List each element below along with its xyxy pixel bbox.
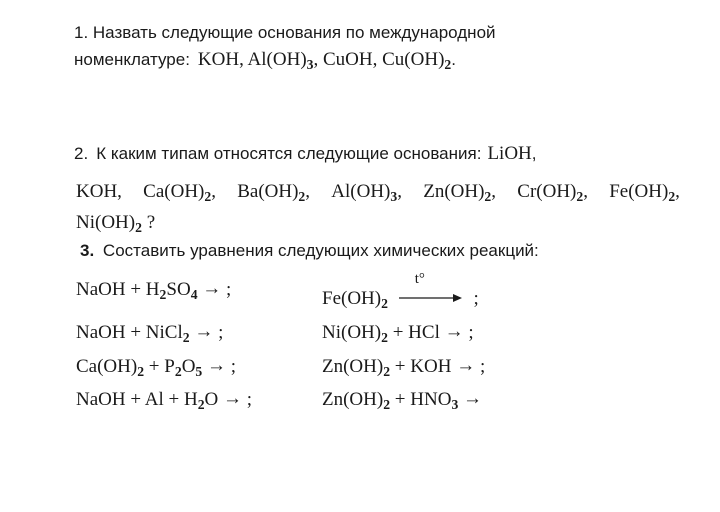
reaction-end: ; (221, 278, 232, 300)
reaction-naoh-h2so4 (76, 278, 232, 302)
base-formula (331, 181, 402, 204)
reaction-end: ; (475, 355, 486, 377)
question-3-heading (80, 242, 539, 259)
formula-subscript: 2 (298, 188, 306, 204)
reaction-part: Zn(OH) (322, 355, 384, 377)
reaction-part: Ca(OH) (76, 355, 138, 377)
reaction-part: Ni(OH) (322, 321, 382, 343)
question-1-line-1 (74, 24, 496, 41)
reaction-part: O (181, 355, 196, 377)
reaction-arrow-icon: → (444, 321, 464, 342)
formula-subscript: 2 (668, 188, 676, 204)
question-3-number: 3. (80, 241, 95, 260)
base-formula (76, 182, 122, 201)
question-2-number: 2. (74, 144, 89, 163)
reaction-arrow-icon: → (202, 278, 222, 299)
reaction-end: ; (463, 321, 474, 343)
base-separator: , (583, 181, 588, 202)
long-arrow-icon (399, 292, 463, 304)
base-formula-text: Ca(OH) (143, 181, 205, 202)
formula-subscript: 2 (159, 286, 167, 302)
reaction-arrow-icon: → (463, 388, 483, 409)
formula-subscript: 2 (576, 188, 584, 204)
base-formula-text: Zn(OH) (423, 181, 485, 202)
reaction-arrow-icon: → (207, 355, 227, 376)
reaction-naoh-nicl2 (76, 321, 224, 345)
question-1-end: . (451, 50, 456, 69)
base-formula (609, 181, 680, 204)
question-1-text: 1. Назвать следующие основания по международной (74, 23, 496, 42)
reaction-part: NaOH + NiCl (76, 321, 183, 343)
reaction-end: ; (213, 321, 224, 343)
base-separator: , (397, 181, 402, 202)
formula-subscript: 2 (383, 396, 391, 412)
reaction-part: Zn(OH) (322, 388, 384, 410)
reaction-end: ; (226, 355, 237, 377)
base-separator: , (675, 181, 680, 202)
formula-subscript: 2 (381, 329, 388, 345)
formula-subscript: 3 (451, 396, 459, 412)
reaction-part: NaOH + H (76, 278, 160, 300)
base-formula-text: Cr(OH) (517, 181, 577, 202)
question-3-text: Составить уравнения следующих химических реакций: (102, 241, 539, 260)
reaction-znoh2-hno3 (322, 388, 483, 412)
reaction-part: Fe(OH) (322, 288, 382, 309)
base-formula-text: KOH (76, 181, 118, 202)
formula-subscript: 3 (390, 188, 398, 204)
formula-separator: , CuOH, (313, 49, 383, 70)
formula-lioh: LiOH (487, 143, 532, 164)
formula-subscript: 2 (204, 188, 212, 204)
base-formula-text: Fe(OH) (609, 181, 669, 202)
reaction-part: O (204, 388, 219, 410)
reaction-caoh2-p2o5 (76, 355, 237, 379)
question-2-text: К каким типам относятся следующие основания: (96, 144, 482, 163)
reaction-part: + HCl (387, 321, 440, 343)
heat-arrow-icon (399, 271, 463, 304)
reaction-end: ; (473, 288, 479, 309)
reaction-part: + P (144, 355, 175, 377)
base-formula (423, 181, 497, 204)
formula-subscript: 2 (197, 396, 205, 412)
reaction-znoh2-koh (322, 355, 486, 379)
formula-subscript: 3 (306, 56, 314, 72)
formula-cu-oh: Cu(OH) (382, 49, 445, 70)
question-1-formulas (198, 49, 451, 70)
formula-subscript: 2 (383, 363, 391, 379)
reaction-part: + HNO (390, 388, 452, 410)
question-1-line-2 (74, 49, 456, 72)
formula-subscript: 2 (484, 188, 492, 204)
question-2-last-line (76, 212, 156, 235)
base-formula (517, 181, 588, 204)
reaction-arrow-icon: → (194, 321, 214, 342)
base-separator: , (211, 181, 216, 202)
reaction-end: ; (242, 388, 253, 410)
reaction-naoh-al-h2o (76, 388, 253, 412)
reaction-arrow-icon: → (456, 355, 476, 376)
base-separator: , (305, 181, 311, 202)
formula-ni-oh: Ni(OH) (76, 212, 136, 233)
base-separator: , (117, 181, 122, 202)
question-2-question-mark: ? (141, 212, 156, 233)
question-2-bases-row (76, 181, 680, 204)
reaction-feoh2-heat (322, 271, 479, 311)
formula-subscript: 2 (444, 56, 452, 72)
formula-koh: KOH, (197, 49, 248, 70)
reaction-nioh2-hcl (322, 321, 474, 345)
formula-subscript: 5 (195, 363, 203, 379)
reaction-arrow-icon: → (223, 388, 243, 409)
reaction-part: + KOH (390, 355, 452, 377)
formula-subscript: 2 (137, 363, 145, 379)
question-2-comma: , (531, 144, 537, 163)
formula-subscript: 2 (174, 363, 182, 379)
question-1-prefix: номенклатуре: (74, 50, 190, 69)
formula-subscript: 2 (381, 295, 388, 311)
reaction-part: NaOH + Al + H (76, 388, 198, 410)
question-2-line-1 (74, 144, 537, 163)
formula-subscript: 4 (190, 286, 198, 302)
base-formula-text: Al(OH) (331, 181, 391, 202)
base-separator: , (491, 181, 497, 202)
base-formula (143, 181, 216, 204)
formula-subscript: 2 (135, 219, 142, 235)
base-formula-text: Ba(OH) (237, 181, 299, 202)
heat-label: t° (414, 271, 425, 287)
formula-al-oh: Al(OH) (247, 49, 307, 70)
reaction-part: SO (166, 278, 191, 300)
formula-subscript: 2 (182, 329, 190, 345)
base-formula (237, 181, 311, 204)
